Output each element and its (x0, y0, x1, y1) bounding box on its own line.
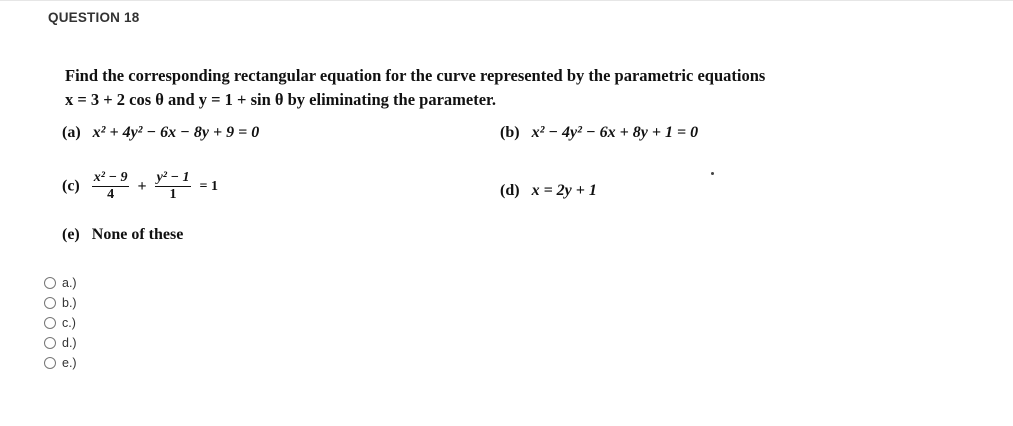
option-e-label: (e) (62, 226, 80, 243)
answer-label-e[interactable]: e.) (62, 356, 77, 370)
answer-label-a[interactable]: a.) (62, 276, 77, 290)
option-a-label: (a) (62, 124, 81, 141)
top-divider (0, 0, 1013, 1)
option-c-numerator-1: x² − 9 (93, 170, 128, 185)
option-d-label: (d) (500, 182, 520, 199)
answer-choice-d[interactable] (44, 333, 77, 353)
radio-d[interactable] (44, 337, 56, 349)
answer-choices (44, 273, 77, 373)
option-c (62, 170, 218, 203)
option-d-text: x = 2y + 1 (531, 182, 597, 199)
radio-c[interactable] (44, 317, 56, 329)
answer-choice-b[interactable] (44, 293, 77, 313)
option-b-text: x² − 4y² − 6x + 8y + 1 = 0 (531, 124, 699, 141)
answer-label-c[interactable]: c.) (62, 316, 76, 330)
option-c-plus: + (137, 177, 147, 195)
option-c-label: (c) (62, 177, 80, 195)
radio-a[interactable] (44, 277, 56, 289)
answer-choice-a[interactable] (44, 273, 77, 293)
option-a (62, 124, 259, 142)
scan-speck (711, 172, 714, 175)
question-prompt (65, 64, 855, 112)
answer-label-d[interactable]: d.) (62, 336, 77, 350)
question-image (58, 60, 848, 260)
option-c-fraction-1 (92, 170, 130, 203)
answer-choice-c[interactable] (44, 313, 77, 333)
question-header: QUESTION 18 (48, 10, 140, 25)
answer-label-b[interactable]: b.) (62, 296, 77, 310)
option-b (500, 124, 698, 142)
option-c-numerator-2: y² − 1 (156, 170, 190, 185)
option-a-text: x² + 4y² − 6x − 8y + 9 = 0 (92, 124, 260, 141)
option-c-equals: = 1 (199, 178, 218, 194)
answer-choice-e[interactable] (44, 353, 77, 373)
radio-e[interactable] (44, 357, 56, 369)
option-c-denominator-1: 4 (107, 187, 115, 202)
option-d (500, 182, 597, 200)
option-b-label: (b) (500, 124, 520, 141)
option-e (62, 226, 183, 244)
option-c-fraction-2 (155, 170, 192, 203)
prompt-line-1: Find the corresponding rectangular equation for the curve represented by the parametric equations (65, 66, 766, 85)
prompt-line-2: x = 3 + 2 cos θ and y = 1 + sin θ by eliminating the parameter. (65, 90, 496, 109)
option-e-text: None of these (91, 226, 184, 243)
radio-b[interactable] (44, 297, 56, 309)
option-c-denominator-2: 1 (169, 187, 177, 202)
